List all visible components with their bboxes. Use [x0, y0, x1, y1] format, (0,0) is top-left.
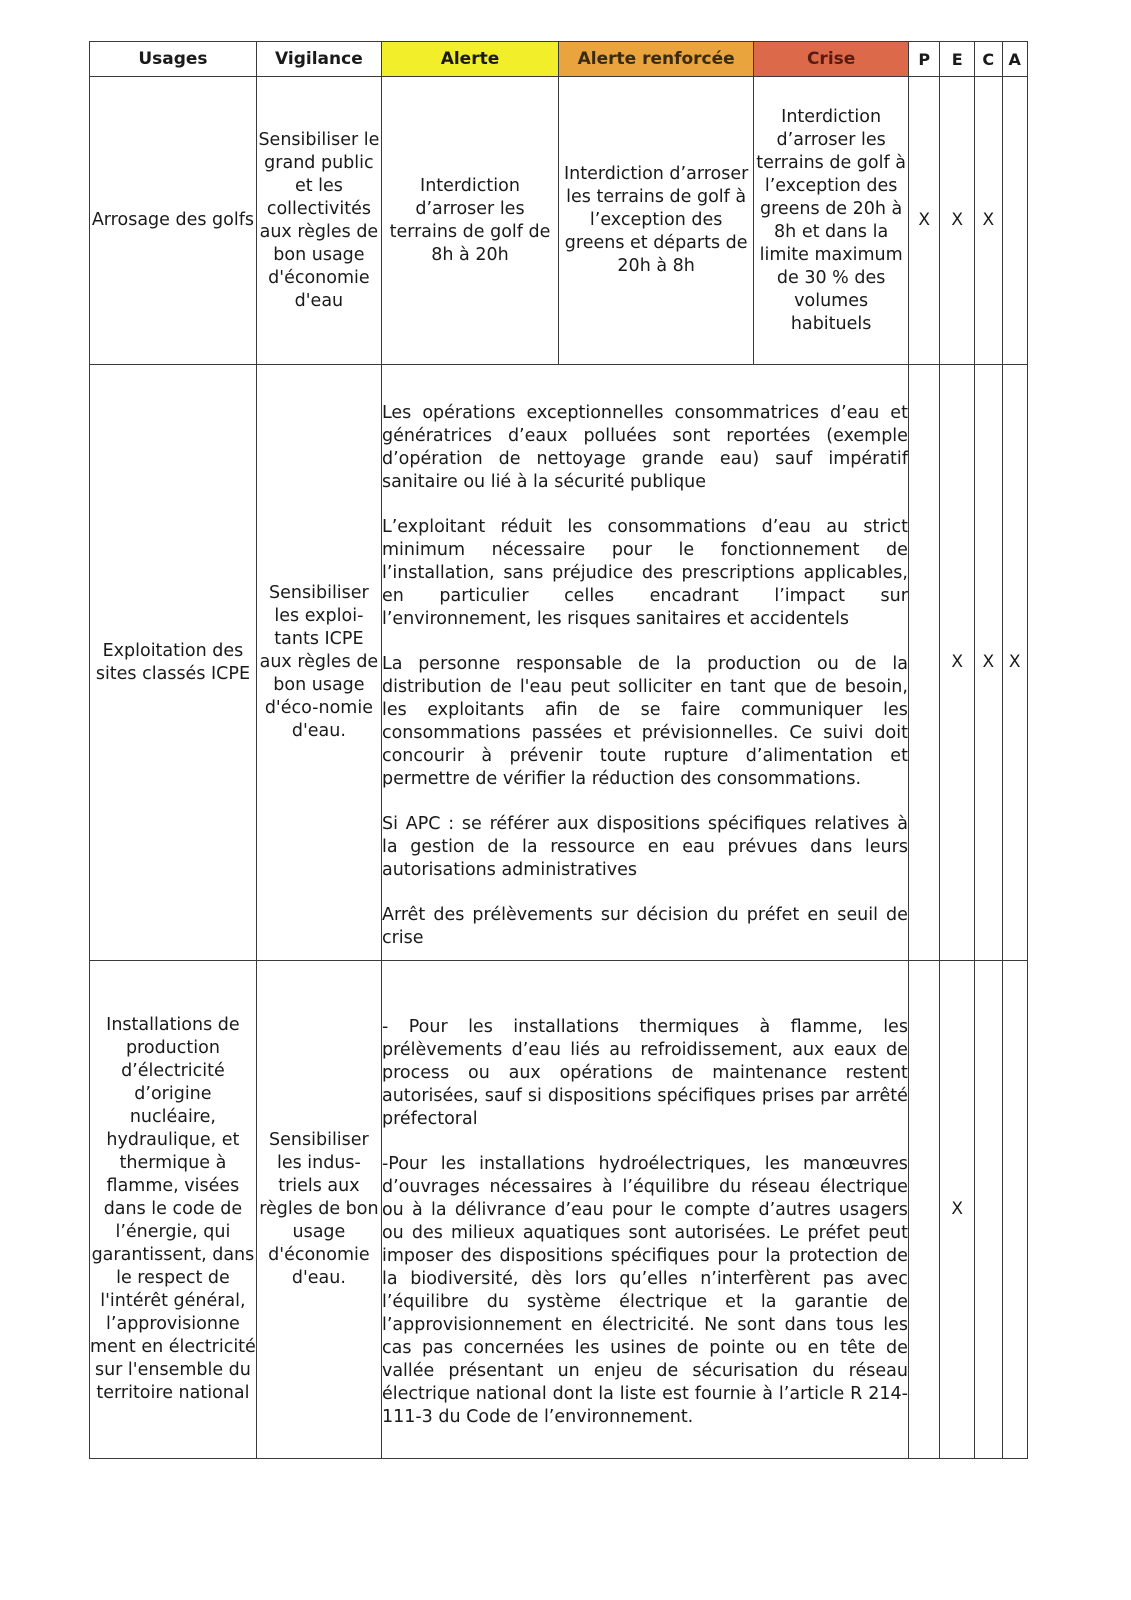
header-c: C: [975, 42, 1002, 77]
header-e: E: [940, 42, 975, 77]
measure-paragraph: -Pour les installations hydroélectriques, les manœuvres d’ouvrages nécessaires à l’équilibre du réseau électrique ou à la délivrance d’eau pour le compte d’autres usagers ou des milieux aquatiques sont autorisées. Le préfet peut imposer des dispositions spécifiques pour la protection de la biodiversité, dès lors qu’elles n’interfèrent pas avec l’équilibre du système électrique et la garantie de l’approvisionnement en électricité. Ne sont dans tous les cas pas concernées les usines de pointe ou en tête de vallée présentant un enjeu de sécurisation du réseau électrique national dont la liste est fournie à l’article R 214-111-3 du Code de l’environnement.: [381, 1154, 908, 1427]
vigilance-cell: Sensibiliser le grand public et les collectivités aux règles de bon usage d'économie d'eau: [256, 77, 381, 365]
c-mark: [975, 961, 1002, 1459]
header-p: P: [908, 42, 940, 77]
crise-cell: Interdiction d’arroser les terrains de golf à l’exception des greens de 20h à 8h et dans la limite maximum de 30 % des volumes habituels: [754, 77, 909, 365]
p-mark: [908, 961, 940, 1459]
alerte-renforcee-cell: Interdiction d’arroser les terrains de golf à l’exception des greens et départs de 20h à 8h: [558, 77, 753, 365]
c-mark: X: [975, 365, 1002, 961]
measure-paragraph: Arrêt des prélèvements sur décision du préfet en seuil de crise: [381, 904, 908, 948]
measure-paragraph: La personne responsable de la production ou de la distribution de l'eau peut solliciter en tant que de besoin, les exploitants afin de se faire communiquer les consommations passées et prévisionnelles. Ce suivi doit concourir à prévenir toute rupture d’alimentation et permettre de vérifier la réduction des consommations.: [381, 653, 908, 789]
a-mark: [1002, 77, 1028, 365]
e-mark: X: [940, 77, 975, 365]
header-row: [90, 42, 1028, 77]
table-row-golfs: [90, 77, 1028, 365]
header-alerte: Alerte: [381, 42, 558, 77]
measure-paragraph: - Pour les installations thermiques à flamme, les prélèvements d’eau liés au refroidissement, aux eaux de process ou aux opérations de maintenance restent autorisées, sauf si dispositions spécifiques prises par arrêté préfectoral: [381, 1017, 908, 1129]
e-mark: X: [940, 365, 975, 961]
table-row-electricite: [90, 961, 1028, 1459]
header-usages: Usages: [90, 42, 257, 77]
p-mark: [908, 365, 940, 961]
measure-paragraph: L’exploitant réduit les consommations d’eau au strict minimum nécessaire pour le fonctionnement de l’installation, sans préjudice des prescriptions applicables, en particulier celles encadrant l’impact sur l’environnement, les risques sanitaires et accidentels: [381, 516, 908, 629]
measures-cell: [381, 961, 908, 1459]
vigilance-cell: Sensibiliser les indus-triels aux règles de bon usage d'économie d'eau.: [256, 961, 381, 1459]
table-row-icpe: [90, 365, 1028, 961]
header-vigilance: Vigilance: [256, 42, 381, 77]
vigilance-cell: Sensibiliser les exploi-tants ICPE aux règles de bon usage d'éco-nomie d'eau.: [256, 365, 381, 961]
p-mark: X: [908, 77, 940, 365]
a-mark: [1002, 961, 1028, 1459]
usage-cell: Exploitation des sites classés ICPE: [90, 365, 257, 961]
measures-cell: [381, 365, 908, 961]
usage-cell: Arrosage des golfs: [90, 77, 257, 365]
header-a: A: [1002, 42, 1028, 77]
restrictions-table: [89, 41, 1028, 1459]
measure-paragraph: Les opérations exceptionnelles consommatrices d’eau et génératrices d’eaux polluées sont reportées (exemple d’opération de nettoyage grande eau) sauf impératif sanitaire ou lié à la sécurité publique: [381, 402, 908, 492]
a-mark: X: [1002, 365, 1028, 961]
c-mark: X: [975, 77, 1002, 365]
header-crise: Crise: [754, 42, 909, 77]
alerte-cell: Interdiction d’arroser les terrains de golf de 8h à 20h: [381, 77, 558, 365]
measure-paragraph: Si APC : se référer aux dispositions spécifiques relatives à la gestion de la ressource en eau prévues dans leurs autorisations administratives: [381, 813, 908, 880]
usage-cell: Installations de production d’électricité d’origine nucléaire, hydraulique, et thermique à flamme, visées dans le code de l’énergie, qui garantissent, dans le respect de l'intérêt général, l’approvisionne ment en électricité sur l'ensemble du territoire national: [90, 961, 257, 1459]
e-mark: X: [940, 961, 975, 1459]
header-alerte-renforcee: Alerte renforcée: [558, 42, 753, 77]
